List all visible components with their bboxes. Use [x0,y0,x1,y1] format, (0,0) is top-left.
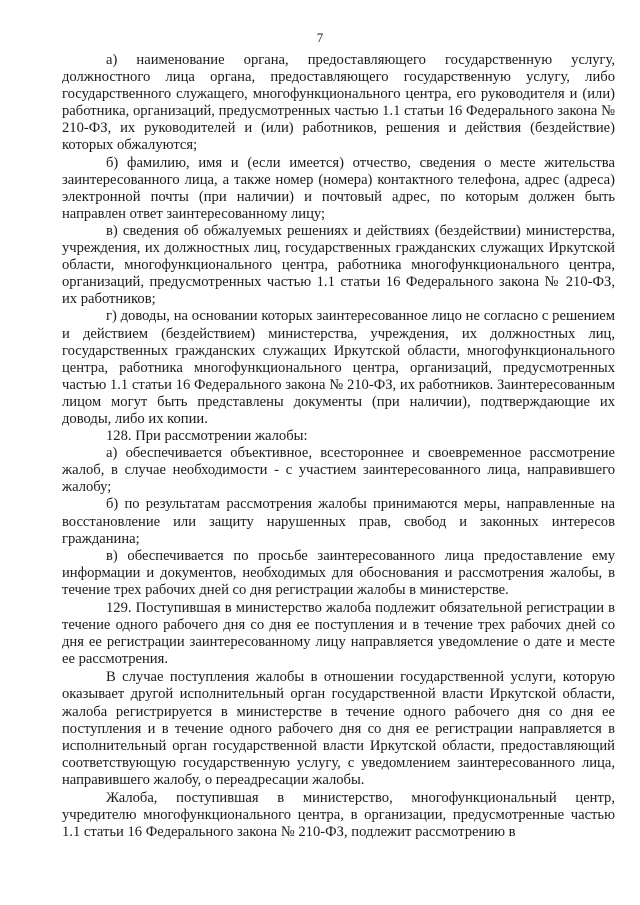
paragraph-128-b: б) по результатам рассмотрения жалобы принимаются меры, направленные на восстановление или защиту нарушенных прав, свобод и законных интересов гражданина; [62,496,615,547]
paragraph-128-v: в) обеспечивается по просьбе заинтересованного лица предоставление ему информации и документов, необходимых для обоснования и рассмотрения жалобы, в течение трех рабочих дней со дня регистрации жалобы в министерстве. [62,547,615,598]
paragraph-128-a: а) обеспечивается объективное, всестороннее и своевременное рассмотрение жалоб, в случае необходимости - с участием заинтересованного лица, направившего жалобу; [62,445,615,496]
document-body [62,52,615,841]
paragraph-redirect: В случае поступления жалобы в отношении государственной услуги, которую оказывает другой исполнительный орган государственной власти Иркутской области, жалоба регистрируется в министерстве в течение одного рабочего дня со дня ее поступления и в течение одного рабочего дня со дня ее регистрации направляется в исполнительный орган государственной власти Иркутской области, предоставляющий соответствующую государственную услугу, с уведомлением заинтересованного лица, направившего жалобу, о переадресации жалобы. [62,669,615,788]
paragraph-a-complaint-subject: а) наименование органа, предоставляющего государственную услугу, должностного лица органа, предоставляющего государственную услугу, либо государственного служащего, многофункционального центра, его руководителя и (или) работника, организаций, предусмотренных частью 1.1 статьи 16 Федерального закона № 210-ФЗ, их руководителей и (или) работников, решения и действия (бездействие) которых обжалуются; [62,52,615,154]
paragraph-128-heading: 128. При рассмотрении жалобы: [106,428,308,445]
paragraph-g-arguments: г) доводы, на основании которых заинтересованное лицо не согласно с решением и действием (бездействием) министерства, учреждения, их должностных лиц, государственных гражданских служащих Иркутской области, многофункционального центра, работника многофункционального центра, организаций, предусмотренных частью 1.1 статьи 16 Федерального закона № 210-ФЗ, их работников. Заинтересованным лицом могут быть представлены документы (при наличии), подтверждающие их доводы, либо их копии. [62,308,615,427]
paragraph-complaint-review: Жалоба, поступившая в министерство, многофункциональный центр, учредителю многофункционального центра, в организации, предусмотренные частью 1.1 статьи 16 Федерального закона № 210-ФЗ, подлежит рассмотрению в [62,790,615,841]
paragraph-v-appealed-decisions: в) сведения об обжалуемых решениях и действиях (бездействии) министерства, учреждения, их должностных лиц, государственных гражданских служащих Иркутской области, многофункционального центра, работника многофункционального центра, организаций, предусмотренных частью 1.1 статьи 16 Федерального закона № 210-ФЗ, их работников; [62,222,615,308]
paragraph-b-applicant-details: б) фамилию, имя и (если имеется) отчество, сведения о месте жительства заинтересованного лица, а также номер (номера) контактного телефона, адрес (адреса) электронной почты (при наличии) и почтовый адрес, по которым должен быть направлен ответ заинтересованному лицу; [62,154,615,222]
page-number: 7 [316,30,324,45]
paragraph-129: 129. Поступившая в министерство жалоба подлежит обязательной регистрации в течение одного рабочего дня со дня ее поступления и в течение трех рабочих дней со дня ее регистрации заинтересованному лицу направляется уведомление о дате и месте ее рассмотрения. [62,600,615,668]
